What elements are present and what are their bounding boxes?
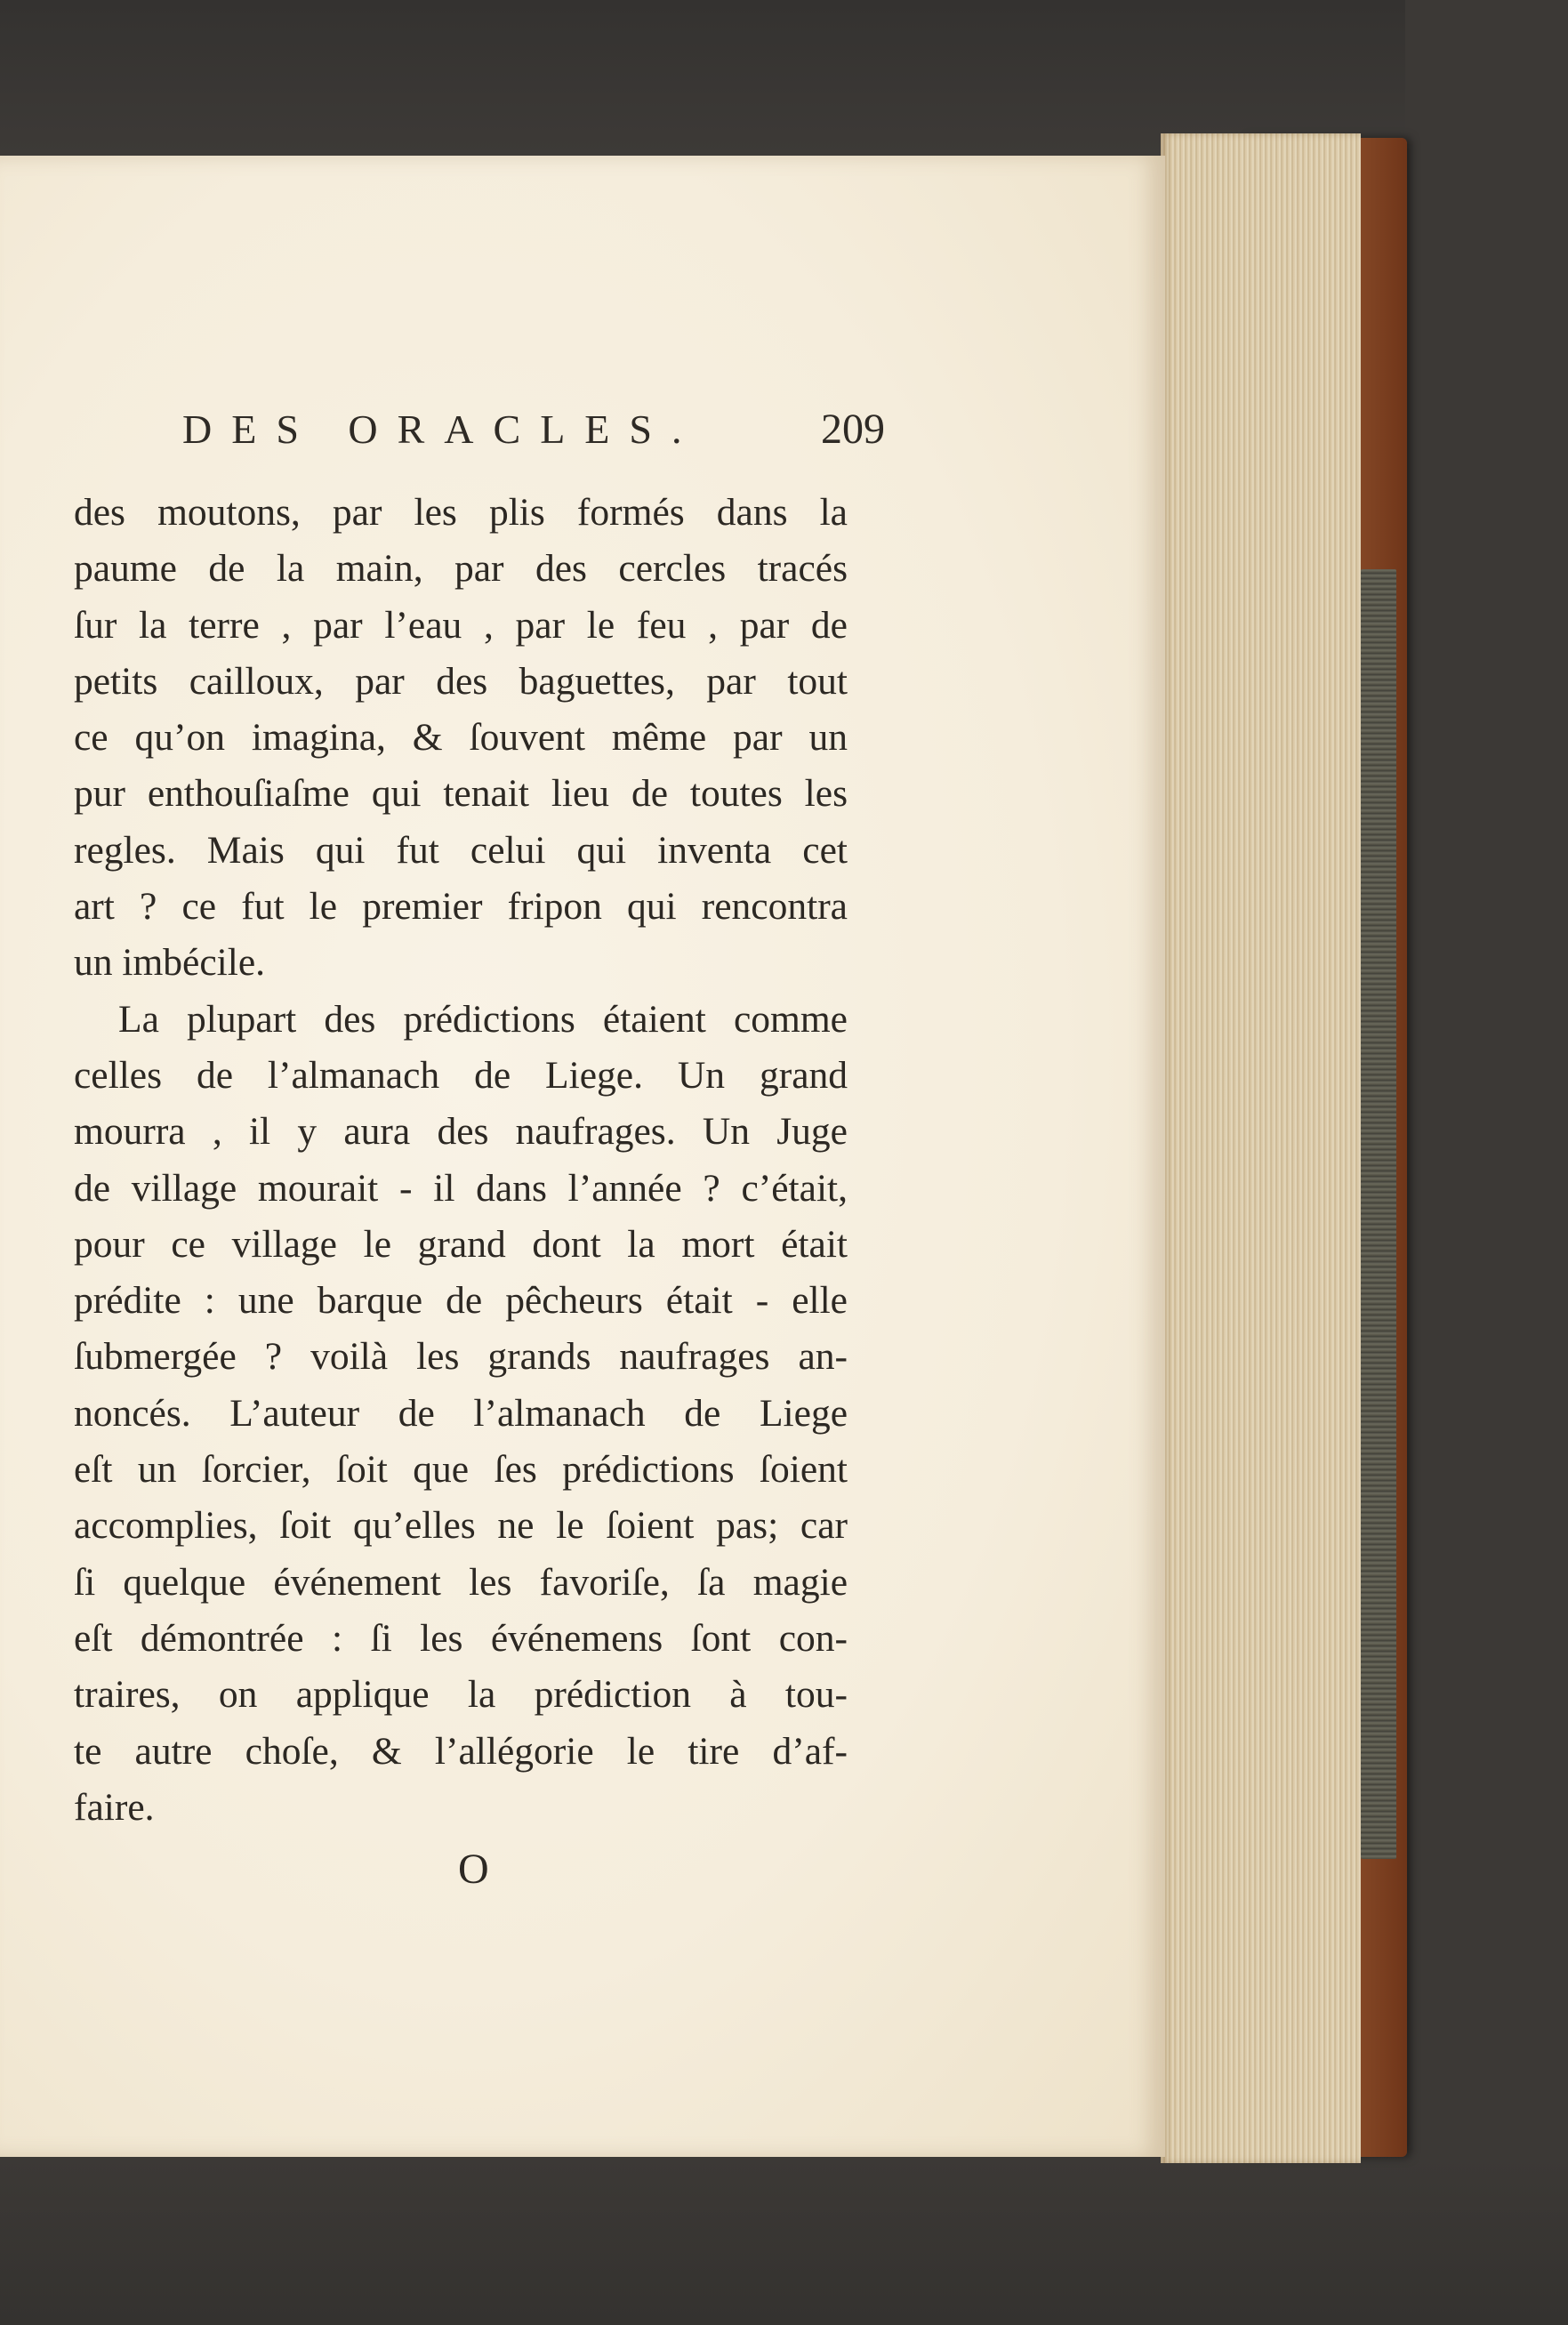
scan-background-bottom — [0, 2157, 1568, 2325]
text-line: prédite : une barque de pêcheurs était - elle — [74, 1279, 848, 1323]
text-line: noncés. L’auteur de l’almanach de Liege — [74, 1391, 848, 1435]
text-line: petits cailloux, par des baguettes, par tout — [74, 659, 848, 703]
text-line: ſur la terre , par l’eau , par le feu , par de — [74, 603, 848, 647]
text-line: art ? ce fut le premier fripon qui rencontra — [74, 885, 848, 929]
text-line: ce qu’on imagina, & ſouvent même par un — [74, 716, 848, 760]
text-line: te autre choſe, & l’allégorie le tire d’af- — [74, 1729, 848, 1773]
text-line: faire. — [74, 1785, 155, 1829]
text-line: des moutons, par les plis formés dans la — [74, 491, 848, 534]
marbled-edge — [1361, 569, 1396, 1859]
page-header — [182, 398, 885, 461]
text-line: La plupart des prédictions étaient comme — [118, 997, 848, 1041]
text-line: eſt démontrée : ſi les événemens ſont con- — [74, 1616, 848, 1660]
body-text — [74, 485, 848, 1836]
text-line: pur enthouſiaſme qui tenait lieu de toutes les — [74, 772, 848, 816]
text-line: paume de la main, par des cercles tracés — [74, 547, 848, 591]
page-number: 209 — [821, 406, 885, 453]
text-line: ſi quelque événement les favoriſe, ſa magie — [74, 1560, 848, 1604]
text-line: mourra , il y aura des naufrages. Un Juge — [74, 1110, 848, 1154]
text-line: celles de l’almanach de Liege. Un grand — [74, 1053, 848, 1097]
text-line: eſt un ſorcier, ſoit que ſes prédictions ſoient — [74, 1448, 848, 1492]
text-line: ſubmergée ? voilà les grands naufrages an- — [74, 1335, 848, 1379]
text-line: un imbécile. — [74, 941, 266, 985]
scan-background-right — [1405, 0, 1568, 2325]
catchword: O — [458, 1846, 489, 1893]
scan-background — [0, 0, 1568, 156]
text-line: traires, on applique la prédiction à tou- — [74, 1673, 848, 1717]
text-line: regles. Mais qui fut celui qui inventa cet — [74, 828, 848, 872]
running-head: DES ORACLES. — [182, 406, 702, 452]
text-line: de village mourait - il dans l’année ? c’était, — [74, 1166, 848, 1210]
page-block-edge — [1161, 133, 1361, 2163]
text-line: pour ce village le grand dont la mort était — [74, 1222, 848, 1266]
text-line: accomplies, ſoit qu’elles ne le ſoient pas; car — [74, 1504, 848, 1548]
